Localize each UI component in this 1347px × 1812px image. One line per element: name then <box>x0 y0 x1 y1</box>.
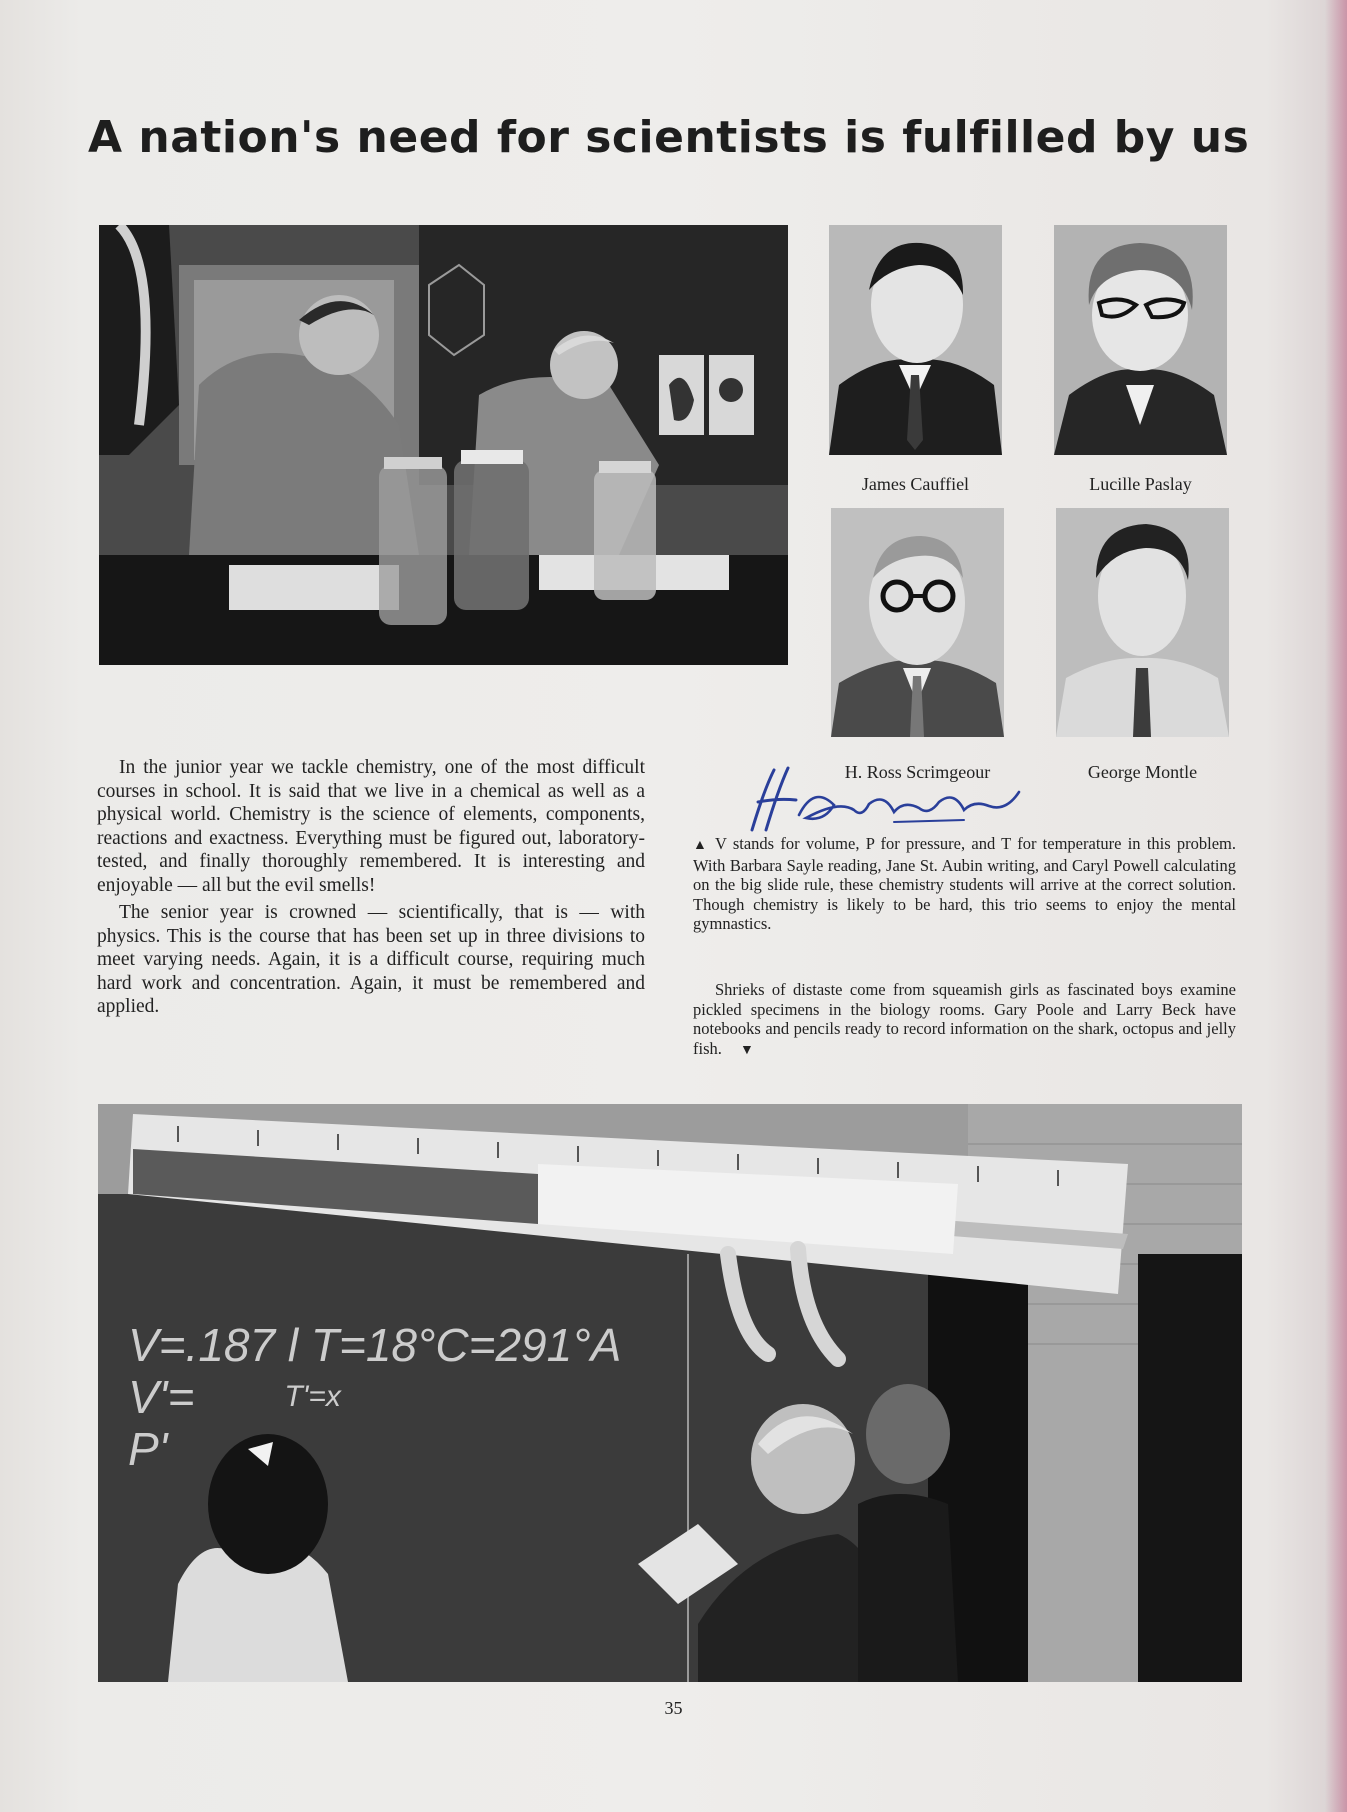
caption-pointer-down-icon: ▼ <box>740 1042 754 1058</box>
portrait-james-cauffiel <box>829 225 1002 455</box>
caption-chemistry-text: V stands for volume, P for pressure, and T for temperature in this problem. With Barbara Sayle reading, Jane St. Aubin writing, and Caryl Powell calculating on the big slide rule, these chemistry students will arrive at the correct solution. Though chemistry is likely to be hard, this trio seems to enjoy the mental gymnastics. <box>693 834 1237 933</box>
chemistry-class-photo <box>98 1104 1242 1682</box>
blackboard-writing <box>128 1319 728 1475</box>
caption-biology <box>693 980 1236 1060</box>
page-title: A nation's need for scientists is fulfilled by us <box>88 112 1250 163</box>
biology-lab-photo <box>99 225 788 665</box>
blackboard-line-volume-temperature: V=.187 l T=18°C=291°A <box>128 1319 622 1371</box>
handwritten-signature <box>744 760 1064 840</box>
blackboard-line-v-prime: V'= <box>128 1371 195 1423</box>
page-edge-tint <box>1325 0 1347 1812</box>
body-paragraph-chemistry: In the junior year we tackle chemistry, one of the most difficult courses in school. It is said that we live in a chemical as well as a physical world. Chemistry is the science of elements, components, reactions and exactness. Everything must be figured out, laboratory-tested, and finally thoroughly remembered. It is interesting and enjoyable — all but the evil smells! <box>97 757 645 896</box>
blackboard-line-p-prime: P' <box>128 1423 168 1475</box>
portrait-name-cauffiel: James Cauffiel <box>861 474 970 494</box>
portrait-george-montle <box>1056 508 1229 737</box>
portrait-name-scrimgeour: H. Ross Scrimgeour <box>844 762 991 782</box>
body-paragraph-physics: The senior year is crowned — scientifically, that is — with physics. This is the course that has been set up in three divisions to meet varying needs. Again, it is a difficult course, requiring much hard work and concentration. Again, it must be remembered and applied. <box>97 902 645 1017</box>
portrait-name-montle: George Montle <box>1087 762 1198 782</box>
blackboard-line-t-prime: T'=x <box>284 1380 341 1413</box>
caption-pointer-up-icon: ▲ <box>693 838 709 853</box>
portrait-h-ross-scrimgeour <box>831 508 1004 737</box>
page-number: 35 <box>664 1698 683 1718</box>
portrait-lucille-paslay <box>1054 225 1227 455</box>
portrait-name-paslay: Lucille Paslay <box>1089 474 1192 494</box>
caption-chemistry <box>693 834 1236 934</box>
caption-biology-text: Shrieks of distaste come from squeamish girls as fascinated boys examine pickled specimens in the biology rooms. Gary Poole and Larry Beck have notebooks and pencils ready to record information on the shark, octopus and jelly fish. <box>693 980 1236 1058</box>
body-text <box>97 756 645 1019</box>
